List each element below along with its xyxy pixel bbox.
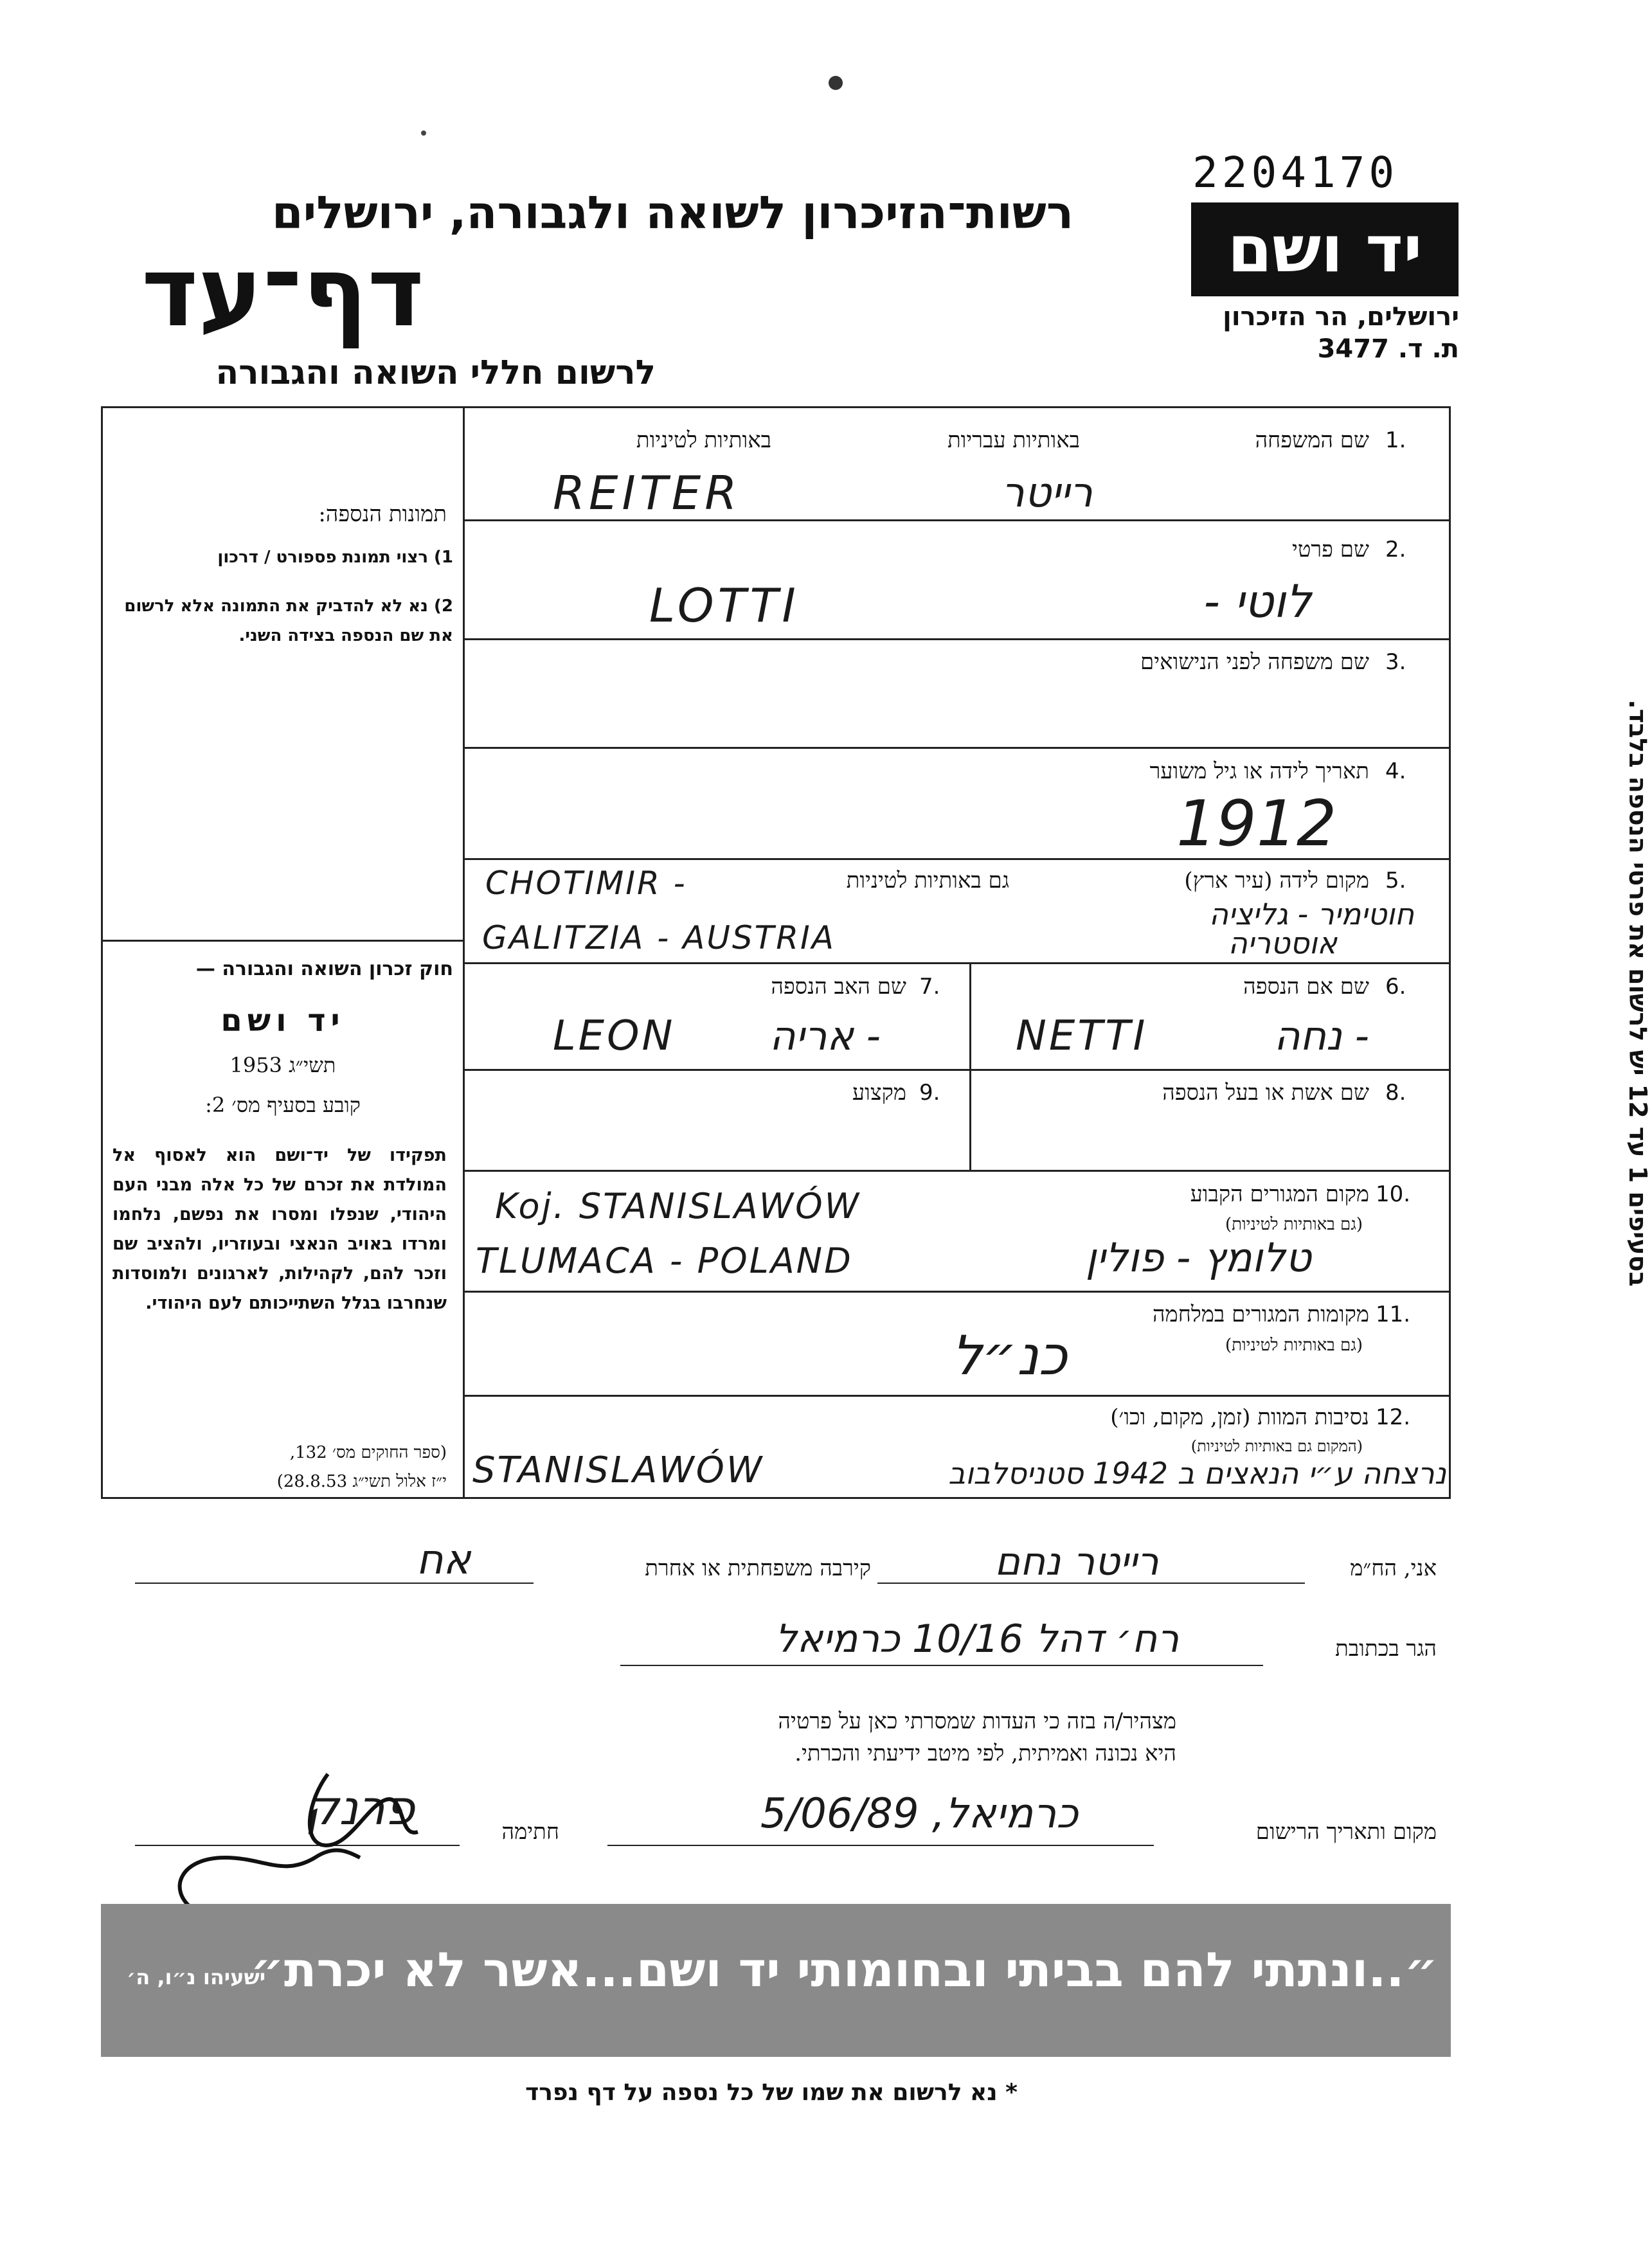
declaration-statement-2: היא נכונה ואמיתית, לפי מיטב ידיעתי והכרתי. <box>795 1741 1176 1766</box>
field-1-value-latin: REITER <box>553 466 741 520</box>
field-5-value-hebrew-2: אוסטריה <box>1228 926 1337 960</box>
field-12-value-hebrew: נרצחה ע״י הנאצים ב 1942 סטניסלבוב <box>948 1456 1446 1491</box>
field-6-label: שם אם הנספה <box>1243 974 1369 1000</box>
banner-source: ישעיהו נ״ו, ה׳ <box>127 1965 266 1989</box>
field-11-number: 11. <box>1376 1302 1411 1327</box>
declaration-signature-label: חתימה <box>501 1819 559 1845</box>
field-7-number: 7. <box>919 974 940 1000</box>
law-box-clause: קובע בסעיף מס׳ 2: <box>205 1093 361 1117</box>
document-number: 2204170 <box>1192 148 1399 197</box>
field-7-value-hebrew: - אריה <box>769 1012 881 1059</box>
field-2-label: שם פרטי <box>1291 537 1369 562</box>
field-5-value-latin-2: GALITZIA - AUSTRIA <box>482 919 836 956</box>
field-4-value: 1912 <box>1176 787 1337 861</box>
field-6-value-hebrew: - נחה <box>1274 1012 1369 1059</box>
field-11-value: כנ״ל <box>951 1324 1067 1387</box>
field-5-number: 5. <box>1385 868 1406 893</box>
field-5-sub: גם באותיות לטיניות <box>846 868 1009 893</box>
ink-speck <box>829 76 843 90</box>
field-4-label: תאריך לידה או גיל משוער <box>1149 758 1369 784</box>
declaration-statement-1: מצהיר/ה בזה כי העדות שמסרתי כאן על פרטיה <box>778 1708 1176 1734</box>
field-11-sub: (גם באותיות לטיניות) <box>1225 1336 1363 1355</box>
field-6-value-latin: NETTI <box>1016 1012 1148 1060</box>
declaration-address-label: הגר בכתובת <box>1335 1636 1437 1662</box>
field-10-label: מקום המגורים הקבוע <box>1190 1181 1369 1207</box>
field-9-label: מקצוע <box>852 1080 906 1106</box>
field-9-number: 9. <box>919 1080 940 1106</box>
field-10-value-latin-2: TLUMACA - POLAND <box>476 1241 853 1281</box>
field-3-label: שם משפחה לפני הנישואים <box>1140 649 1369 675</box>
authority-title: רשות־הזיכרון לשואה ולגבורה, ירושלים <box>271 186 1073 239</box>
law-box-date: י״ז אלול תשי״ג 28.8.53) <box>276 1472 447 1491</box>
field-1-sub-hebrew: באותיות עבריות <box>947 427 1080 453</box>
photo-box-item-2: 2) נא לא להדביק את התמונה אלא לרשום את שם הנספה בצידה השני. <box>124 596 453 645</box>
declaration-signature: פרנק <box>305 1780 415 1836</box>
field-10-number: 10. <box>1376 1181 1411 1207</box>
field-10-value-hebrew: טלומץ - פולין <box>1085 1234 1311 1281</box>
law-box-year: תשי״ג 1953 <box>229 1053 336 1077</box>
logo-text: יד ושם <box>1227 211 1423 287</box>
field-2-value-hebrew: לוטי - <box>1203 575 1311 628</box>
field-2-number: 2. <box>1385 537 1406 562</box>
field-10-sub: (גם באותיות לטיניות) <box>1225 1215 1363 1234</box>
law-box-text: תפקידו של יד־ושם הוא לאסוף אל המולדת את זכרם של כל אלה מבני העם היהודי, שנפלו ומסרו את נפשם, נלחמו ומרדו באויב הנאצי ובעוזריו, ולהציב שם וזכר להם, לקהילות, לארגונים ולמוסדות שנחרבו בגלל השתייכותם לעם היהודי. <box>112 1145 447 1313</box>
field-5-label: מקום לידה (עיר ארץ) <box>1184 868 1369 893</box>
signature-stroke <box>154 1761 431 1915</box>
field-5-value-latin-1: CHOTIMIR - <box>485 865 687 902</box>
footer-note: * נא לרשום את שמו של כל נספה על דף נפרד <box>525 2079 1018 2106</box>
field-4-number: 4. <box>1385 758 1406 784</box>
declaration-relation-value: אח <box>416 1536 471 1584</box>
banner-quote: ״..ונתתי להם בביתי ובחומותי יד ושם...אשר לא יכרת״ <box>250 1942 1438 1998</box>
form-title: דף־עד <box>141 237 424 348</box>
field-10-value-latin-1: Koj. STANISLAWÓW <box>495 1186 861 1226</box>
field-6-number: 6. <box>1385 974 1406 1000</box>
declaration-i-value: רייטר נחם <box>994 1539 1159 1584</box>
declaration-relation-label: קירבה משפחתית או אחרת <box>645 1556 871 1581</box>
side-instruction: בסעיפים 1 עד 12 יש לרשום את פרטי הנספה בלבד. <box>1624 699 1652 1287</box>
declaration-place-date-label: מקום ותאריך הרישום <box>1255 1819 1437 1845</box>
law-box-source: (ספר החוקים מס׳ 132, <box>289 1443 447 1462</box>
field-3-number: 3. <box>1385 649 1406 675</box>
field-5-value-hebrew-1: חוטימיר - גליציה <box>1208 897 1414 931</box>
photo-box-item-1: 1) רצוי תמונת פספורט / דרכון <box>217 548 453 567</box>
law-box-title: חוק זכרון השואה והגבורה — <box>195 958 453 980</box>
field-12-value-latin: STANISLAWÓW <box>472 1449 764 1491</box>
field-1-value-hebrew: רייטר <box>1001 469 1093 517</box>
field-1-number: 1. <box>1385 427 1406 453</box>
field-12-sub: (המקום גם באותיות לטיניות) <box>1190 1437 1363 1455</box>
declaration-place-date-value: כרמיאל, 5/06/89 <box>760 1790 1079 1838</box>
address-line-2: ת. ד. 3477 <box>1317 334 1459 364</box>
field-12-number: 12. <box>1376 1404 1411 1430</box>
law-box-name: יד ושם <box>220 1003 345 1039</box>
field-12-label: נסיבות המוות (זמן, מקום, וכו׳) <box>1110 1404 1369 1430</box>
address-line-1: ירושלים, הר הזיכרון <box>1223 302 1459 332</box>
field-11-label: מקומות המגורים במלחמה <box>1153 1302 1369 1327</box>
yad-vashem-logo <box>1191 202 1459 296</box>
field-1-sub-latin: באותיות לטיניות <box>636 427 771 453</box>
field-7-label: שם האב הנספה <box>771 974 906 1000</box>
field-2-value-latin: LOTTI <box>649 578 800 632</box>
quote-banner <box>101 1904 1451 2057</box>
photo-box-title: תמונות הנספה: <box>318 501 447 527</box>
form-subtitle: לרשום חללי השואה והגבורה <box>215 354 656 392</box>
declaration-address-value: רח׳ דהל 10/16 כרמיאל <box>775 1617 1180 1662</box>
field-1-label: שם המשפחה <box>1255 427 1369 453</box>
ink-speck <box>421 130 426 136</box>
field-8-label: שם אשת או בעל הנספה <box>1162 1080 1369 1106</box>
field-8-number: 8. <box>1385 1080 1406 1106</box>
field-7-value-latin: LEON <box>553 1012 676 1060</box>
declaration-i-label: אני, הח״מ <box>1350 1556 1437 1581</box>
